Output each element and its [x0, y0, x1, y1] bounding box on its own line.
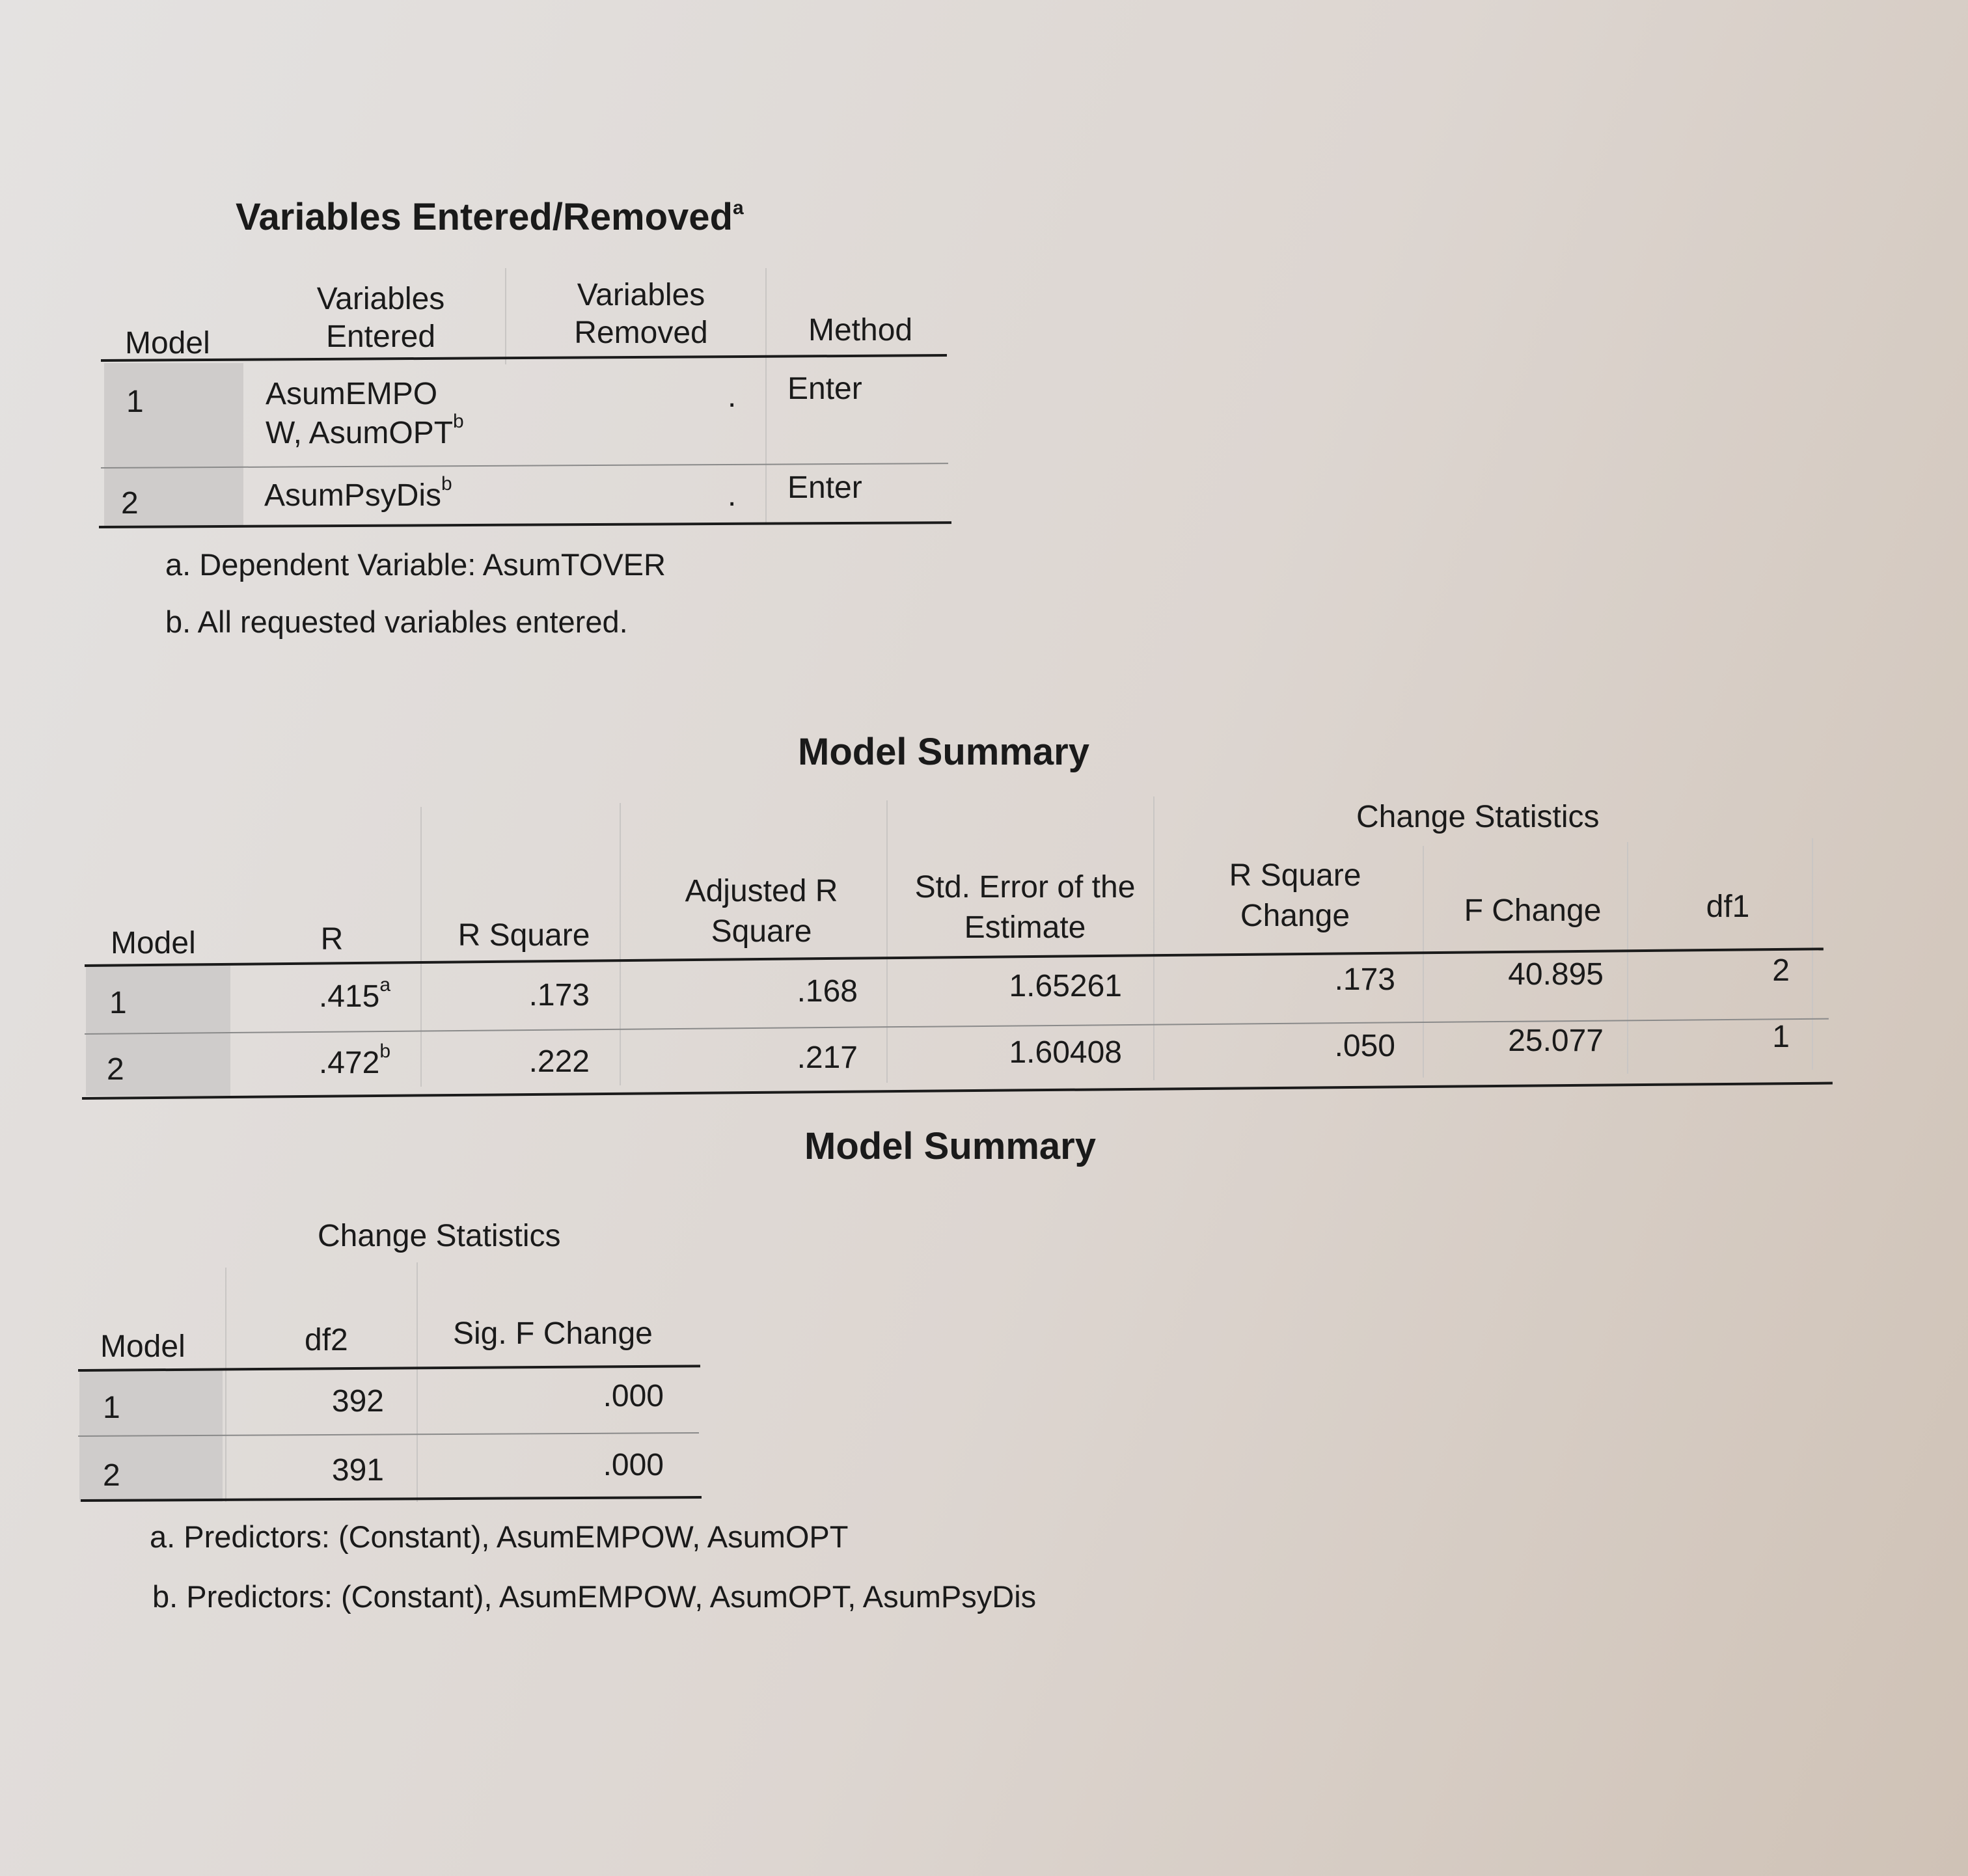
header-std-error-line1: Std. Error of the: [914, 870, 1136, 904]
column-divider: [420, 807, 422, 1087]
summary-row2-std-error: 1.60408: [1009, 1035, 1122, 1070]
row1-model: 1: [126, 385, 144, 419]
row2-removed: .: [728, 478, 737, 513]
summary-row1-std-error: 1.65261: [1009, 969, 1122, 1003]
header-adjusted-line2: Square: [711, 914, 812, 949]
header-model: Model: [100, 1329, 185, 1364]
column-divider: [225, 1268, 226, 1502]
summary2-row2-sig: .000: [603, 1448, 664, 1482]
summary2-row1-sig: .000: [603, 1379, 664, 1413]
header-entered-line2: Entered: [325, 319, 436, 354]
summary-row1-r-square-change: .173: [1334, 962, 1395, 997]
summary-row1-r-sup: a: [379, 974, 390, 996]
summary-row2-r-square-change: .050: [1334, 1029, 1395, 1063]
summary-row1-f-change: 40.895: [1508, 957, 1604, 992]
summary-row1-df1: 2: [1772, 953, 1790, 988]
summary2-row2-model: 2: [103, 1458, 120, 1493]
summary-row1-r: [273, 974, 390, 1014]
row1-removed: .: [728, 379, 737, 414]
column-divider: [1812, 838, 1813, 1070]
header-r: R: [320, 922, 344, 957]
predictors-footnote-a: a. Predictors: (Constant), AsumEMPOW, AsumOPT: [150, 1519, 849, 1554]
summary2-row2-df2: 391: [331, 1453, 384, 1488]
variables-table-title-sup: a: [733, 197, 744, 219]
summary-row2-r-square: .222: [528, 1044, 590, 1079]
header-entered-line1: Variables: [316, 282, 445, 316]
summary-row2-r-value: .472: [318, 1046, 380, 1080]
summary-row2-r-sup: b: [379, 1040, 390, 1062]
summary-row2-model: 2: [107, 1052, 124, 1087]
row2-entered: [264, 473, 452, 513]
footnote-b: b. All requested variables entered.: [165, 605, 628, 639]
column-divider: [417, 1262, 418, 1502]
header-f-change: F Change: [1464, 893, 1602, 928]
variables-table-title-text: Variables Entered/Removed: [236, 196, 733, 238]
header-method: Method: [808, 313, 913, 347]
row1-entered-line2: [266, 411, 464, 451]
column-divider: [765, 268, 767, 524]
change-statistics-2-header: Change Statistics: [318, 1219, 561, 1253]
summary-row1-r-value: .415: [318, 979, 380, 1014]
header-r-square-change-line2: Change: [1240, 899, 1350, 933]
change-statistics-header: Change Statistics: [1356, 800, 1600, 834]
header-r-square: R Square: [458, 918, 590, 953]
row2-method: Enter: [787, 470, 862, 505]
model-summary-title: Model Summary: [798, 731, 1089, 773]
header-sig-f-change: Sig. F Change: [453, 1316, 653, 1351]
header-model: Model: [111, 926, 196, 960]
summary-row2-df1: 1: [1772, 1020, 1790, 1054]
header-df1: df1: [1706, 890, 1750, 924]
row1-entered-sup: b: [453, 411, 464, 432]
column-divider: [1153, 796, 1155, 1080]
summary-row1-model: 1: [109, 986, 127, 1020]
header-adjusted-line1: Adjusted R: [685, 874, 838, 908]
summary-row2-r: [273, 1040, 390, 1081]
footnote-a: a. Dependent Variable: AsumTOVER: [165, 547, 666, 582]
column-divider: [620, 803, 621, 1085]
header-std-error-line2: Estimate: [964, 910, 1086, 945]
column-divider: [886, 800, 888, 1083]
header-model: Model: [125, 326, 210, 360]
summary2-row1-model: 1: [103, 1391, 120, 1425]
header-removed-line2: Removed: [574, 316, 708, 350]
header-df2: df2: [305, 1323, 348, 1357]
table-bottom-rule: [82, 1082, 1833, 1100]
summary2-row1-df2: 392: [331, 1384, 384, 1419]
row1-method: Enter: [787, 372, 862, 406]
row1-entered-text: W, AsumOPT: [266, 416, 454, 450]
header-r-square-change-line1: R Square: [1229, 858, 1361, 893]
header-rule: [101, 354, 947, 362]
summary-row1-adjusted: .168: [797, 974, 858, 1009]
variables-table-title: [236, 195, 744, 239]
column-divider: [1627, 842, 1628, 1074]
header-removed-line1: Variables: [577, 278, 705, 312]
row2-entered-sup: b: [441, 473, 452, 495]
predictors-footnote-b: b. Predictors: (Constant), AsumEMPOW, AsumOPT, AsumPsyDis: [152, 1579, 1037, 1614]
summary-row2-adjusted: .217: [797, 1040, 858, 1075]
row2-model: 2: [121, 486, 139, 521]
column-divider: [505, 268, 506, 364]
summary-row1-r-square: .173: [528, 978, 590, 1013]
row2-entered-text: AsumPsyDis: [264, 478, 442, 513]
column-divider: [1423, 846, 1424, 1078]
model-summary-2-title: Model Summary: [804, 1125, 1096, 1167]
row1-entered-line1: AsumEMPO: [266, 377, 438, 411]
summary-row2-f-change: 25.077: [1508, 1024, 1604, 1058]
header-rule: [78, 1365, 700, 1372]
